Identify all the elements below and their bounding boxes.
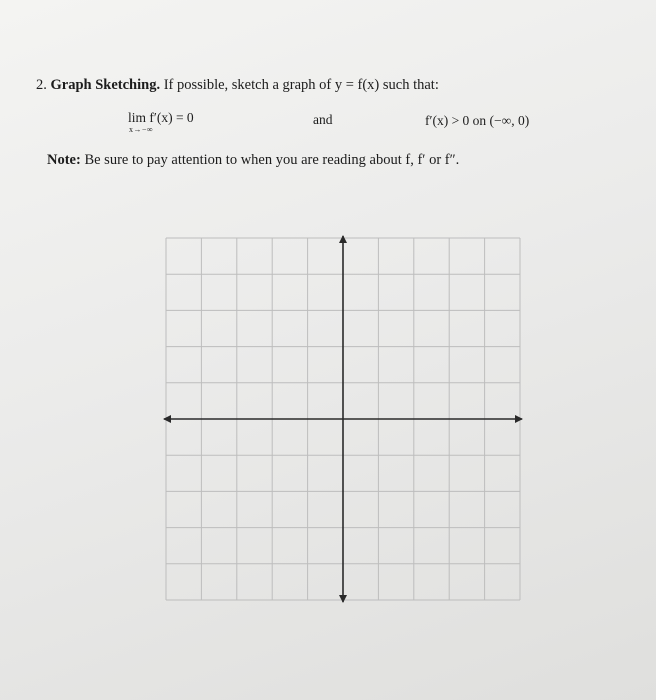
note-label: Note: xyxy=(47,152,81,168)
problem-heading: Graph Sketching. xyxy=(50,77,161,93)
x-axis-right-arrow xyxy=(515,415,523,423)
limit-subscript: x→−∞ xyxy=(129,125,154,134)
problem-statement xyxy=(36,77,439,94)
derivative-condition: f′(x) > 0 on (−∞, 0) xyxy=(425,113,530,128)
note-text: Be sure to pay attention to when you are reading about f, f′ or f″. xyxy=(84,152,460,168)
axes xyxy=(163,235,523,603)
note xyxy=(47,152,459,169)
problem-text: If possible, sketch a graph of y = f(x) such that: xyxy=(163,77,439,93)
sketch-grid[interactable] xyxy=(160,232,530,607)
y-axis-down-arrow xyxy=(339,595,347,603)
x-axis-left-arrow xyxy=(163,415,171,423)
y-axis-up-arrow xyxy=(339,235,347,243)
problem-number: 2. xyxy=(36,77,47,93)
and-connector: and xyxy=(313,112,333,127)
grid-svg[interactable] xyxy=(160,232,530,607)
limit-condition: lim f′(x) = 0 xyxy=(128,110,194,125)
